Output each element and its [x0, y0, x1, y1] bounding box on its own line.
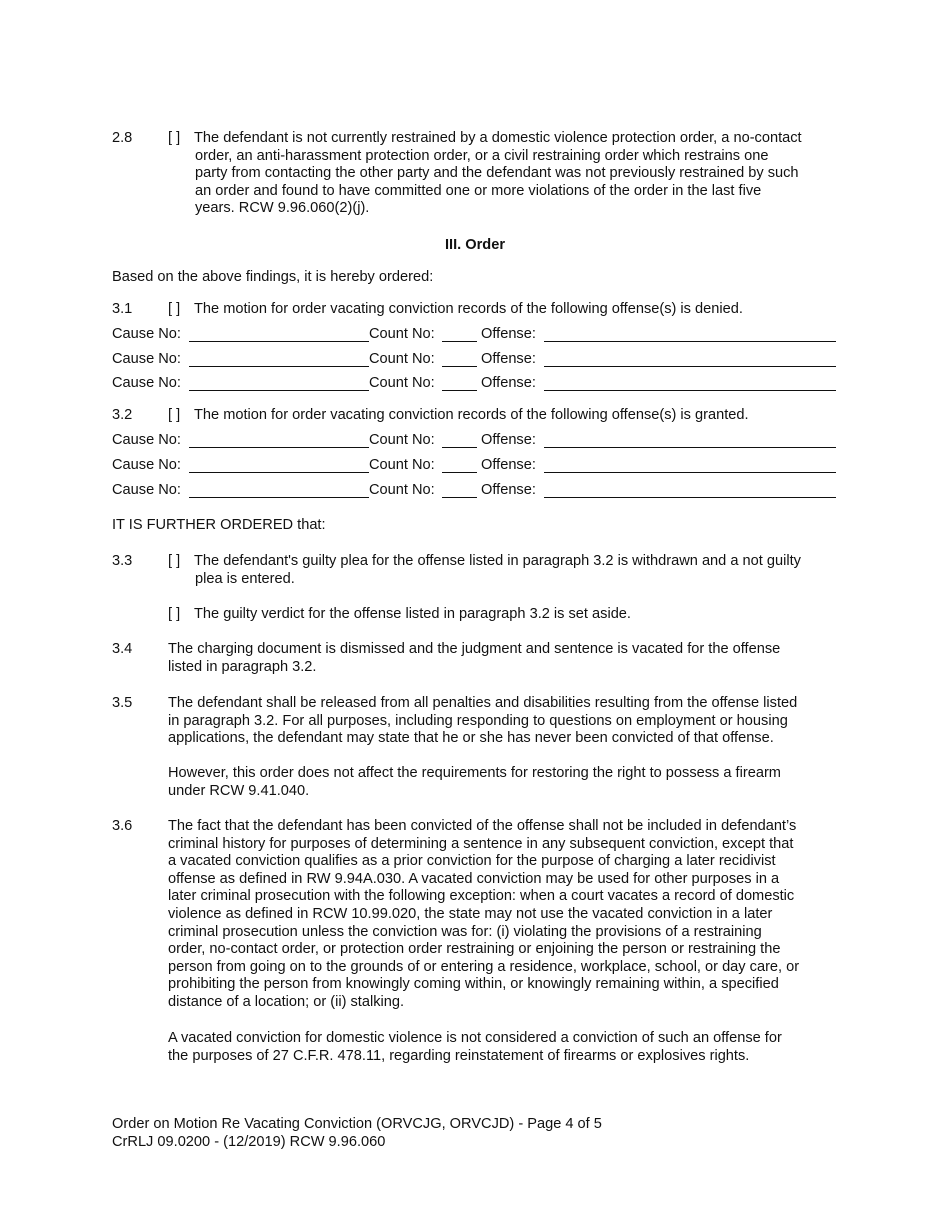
- cause-label: Cause No:: [112, 482, 181, 498]
- cause-row: [112, 457, 838, 475]
- text-line: criminal history for purposes of determining a sentence in any subsequent conviction, except that: [168, 835, 794, 852]
- offense-label: Offense:: [481, 351, 536, 367]
- cause-row: [112, 326, 838, 344]
- further-ordered-text: IT IS FURTHER ORDERED that:: [112, 517, 326, 533]
- paragraph-number: 3.2: [112, 407, 133, 423]
- text-line: The charging document is dismissed and the judgment and sentence is vacated for the offense: [168, 641, 781, 657]
- paragraph-3-4-body: [168, 641, 840, 676]
- text-line: years. RCW 9.96.060(2)(j).: [195, 200, 370, 217]
- cause-no-field[interactable]: [189, 366, 369, 367]
- text-line: criminal prosecution unless the conviction was for: (i) violating the provisions of a restraining: [168, 923, 762, 940]
- text-line: The defendant shall be released from all penalties and disabilities resulting from the offense listed: [168, 695, 798, 711]
- cause-no-field[interactable]: [189, 497, 369, 498]
- count-no-field[interactable]: [442, 497, 477, 498]
- cause-row: [112, 482, 838, 500]
- offense-label: Offense:: [481, 432, 536, 448]
- count-label: Count No:: [369, 375, 435, 391]
- cause-label: Cause No:: [112, 326, 181, 342]
- checkbox[interactable]: [ ]: [168, 130, 181, 146]
- paragraph-number: 3.5: [112, 695, 133, 711]
- text-line: order, an anti-harassment protection order, or a civil restraining order which restrains one: [195, 147, 769, 164]
- cause-no-field[interactable]: [189, 472, 369, 473]
- cause-row: [112, 375, 838, 393]
- cause-label: Cause No:: [112, 457, 181, 473]
- text-line: under RCW 9.41.040.: [168, 782, 310, 799]
- text-line: an order and found to have committed one or more violations of the order in the last five: [195, 182, 762, 199]
- cause-no-field[interactable]: [189, 341, 369, 342]
- count-label: Count No:: [369, 351, 435, 367]
- count-no-field[interactable]: [442, 447, 477, 448]
- count-no-field[interactable]: [442, 472, 477, 473]
- text-line: applications, the defendant may state that he or she has never been convicted of that offense.: [168, 730, 774, 747]
- text-line: The fact that the defendant has been convicted of the offense shall not be included in defendant’s: [168, 818, 797, 834]
- offense-label: Offense:: [481, 375, 536, 391]
- offense-field[interactable]: [544, 341, 836, 342]
- text-line: listed in paragraph 3.2.: [168, 658, 317, 675]
- paragraph-3-6-note: [168, 1030, 840, 1065]
- offense-label: Offense:: [481, 457, 536, 473]
- cause-label: Cause No:: [112, 375, 181, 391]
- text-line: prohibiting the person from knowingly coming within, or knowingly remaining within, a specified: [168, 976, 779, 993]
- count-label: Count No:: [369, 482, 435, 498]
- text-line: person from going on to the grounds of or entering a residence, workplace, school, or day care, or: [168, 958, 800, 975]
- paragraph-3-2-body: [168, 407, 840, 425]
- text-line: The defendant's guilty plea for the offense listed in paragraph 3.2 is withdrawn and a not guilty: [194, 553, 801, 569]
- text-line: A vacated conviction for domestic violence is not considered a conviction of such an offense for: [168, 1030, 782, 1046]
- text-line: the purposes of 27 C.F.R. 478.11, regarding reinstatement of firearms or explosives rights.: [168, 1047, 750, 1064]
- text-line: party from contacting the other party and the defendant was not previously restrained by such: [195, 165, 799, 182]
- text-line: order, no-contact order, or protection order restraining or enjoining the person or restraining the: [168, 941, 781, 958]
- count-label: Count No:: [369, 457, 435, 473]
- paragraph-2-8-body: [168, 130, 840, 218]
- paragraph-number: 3.6: [112, 818, 133, 834]
- count-no-field[interactable]: [442, 341, 477, 342]
- section-title: III. Order: [444, 237, 505, 253]
- footer-title: Order on Motion Re Vacating Conviction (ORVCJG, ORVCJD) - Page 4 of 5: [112, 1116, 602, 1132]
- text-line: The defendant is not currently restrained by a domestic violence protection order, a no-contact: [194, 130, 802, 146]
- paragraph-3-6-body: [168, 818, 840, 1012]
- cause-row: [112, 432, 838, 450]
- text-line: However, this order does not affect the requirements for restoring the right to possess a firearm: [168, 765, 781, 781]
- text-line: violence as defined in RCW 10.99.020, the state may not use the vacated conviction in a later: [168, 905, 773, 922]
- paragraph-3-5-body: [168, 695, 840, 748]
- offense-field[interactable]: [544, 497, 836, 498]
- text-line: The guilty verdict for the offense listed in paragraph 3.2 is set aside.: [194, 606, 631, 622]
- cause-label: Cause No:: [112, 432, 181, 448]
- page-footer: [112, 1115, 602, 1151]
- text-line: later criminal prosecution with the following exception: when a court vacates a record of domestic: [168, 888, 795, 905]
- text-line: in paragraph 3.2. For all purposes, including responding to questions on employment or housing: [168, 712, 788, 729]
- text-line: a vacated conviction qualifies as a prior conviction for the purpose of charging a later recidivist: [168, 853, 776, 870]
- paragraph-number: 2.8: [112, 130, 133, 146]
- paragraph-3-3-option-2: [168, 606, 840, 624]
- text-line: offense as defined in RW 9.94A.030. A vacated conviction may be used for other purposes in a: [168, 870, 780, 887]
- text-line: distance of a location; or (ii) stalking.: [168, 993, 405, 1010]
- checkbox[interactable]: [ ]: [168, 301, 181, 317]
- paragraph-number: 3.1: [112, 301, 133, 317]
- paragraph-3-5-note: [168, 765, 840, 800]
- text-line: The motion for order vacating conviction records of the following offense(s) is granted.: [194, 407, 749, 423]
- cause-no-field[interactable]: [189, 447, 369, 448]
- paragraph-number: 3.4: [112, 641, 133, 657]
- offense-field[interactable]: [544, 366, 836, 367]
- text-line: The motion for order vacating conviction records of the following offense(s) is denied.: [194, 301, 743, 317]
- offense-label: Offense:: [481, 482, 536, 498]
- offense-field[interactable]: [544, 447, 836, 448]
- paragraph-3-1-body: [168, 301, 840, 319]
- cause-row: [112, 351, 838, 369]
- count-no-field[interactable]: [442, 390, 477, 391]
- count-no-field[interactable]: [442, 366, 477, 367]
- offense-field[interactable]: [544, 390, 836, 391]
- count-label: Count No:: [369, 326, 435, 342]
- footer-form-id: CrRLJ 09.0200 - (12/2019) RCW 9.96.060: [112, 1134, 386, 1150]
- offense-field[interactable]: [544, 472, 836, 473]
- checkbox[interactable]: [ ]: [168, 407, 181, 423]
- checkbox[interactable]: [ ]: [168, 553, 181, 569]
- offense-label: Offense:: [481, 326, 536, 342]
- paragraph-3-3-body: [168, 553, 840, 588]
- count-label: Count No:: [369, 432, 435, 448]
- checkbox[interactable]: [ ]: [168, 606, 181, 622]
- text-line: plea is entered.: [195, 570, 295, 587]
- intro-text: Based on the above findings, it is hereby ordered:: [112, 269, 434, 285]
- cause-no-field[interactable]: [189, 390, 369, 391]
- cause-label: Cause No:: [112, 351, 181, 367]
- paragraph-number: 3.3: [112, 553, 133, 569]
